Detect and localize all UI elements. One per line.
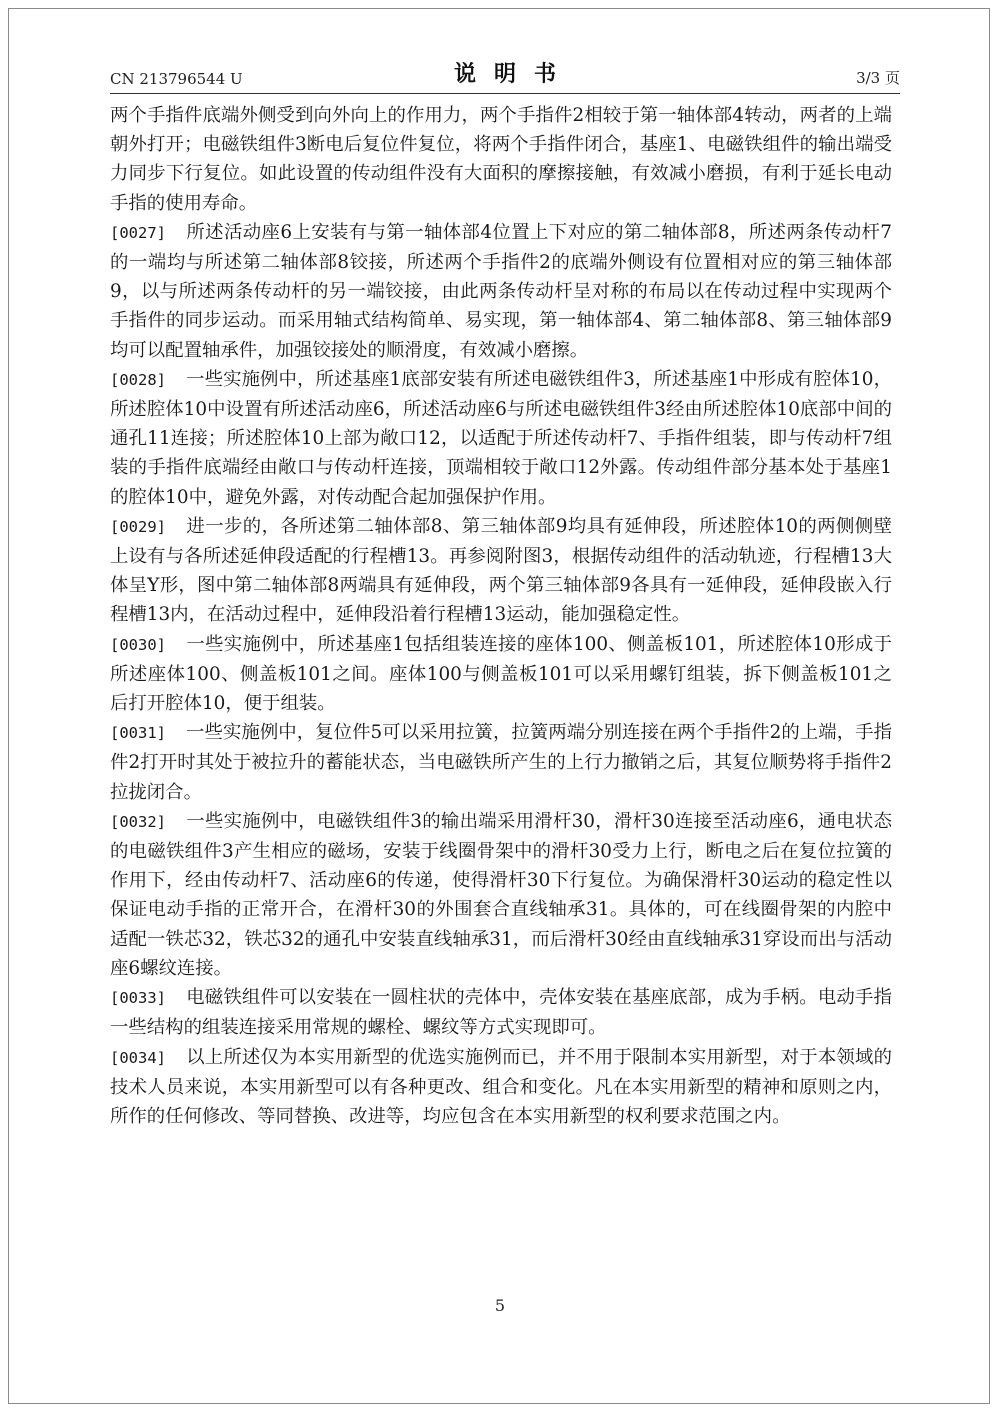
paragraph-number: [0032] (110, 812, 166, 831)
paragraph-text: 所述活动座6上安装有与第一轴体部4位置上下对应的第二轴体部8，所述两条传动杆7的一端均与所述第二轴体部8铰接，所述两个手指件2的底端外侧设有位置相对应的第三轴体部9，以与所述两条传动杆的另一端铰接，由此两条传动杆呈对称的布局以在传动过程中实现两个手指件的同步运动。而采用轴式结构简单、易实现，第一轴体部4、第二轴体部8、第三轴体部9均可以配置轴承件，加强铰接处的顺滑度，有效减小磨擦。 (110, 221, 892, 361)
paragraph-number: [0033] (110, 989, 166, 1008)
paragraph-text: 电磁铁组件可以安装在一圆柱状的壳体中，壳体安装在基座底部，成为手柄。电动手指一些结构的组装连接采用常规的螺栓、螺纹等方式实现即可。 (110, 987, 892, 1039)
paragraph-text: 一些实施例中，所述基座1包括组装连接的座体100、侧盖板101，所述腔体10形成于所述座体100、侧盖板101之间。座体100与侧盖板101可以采用螺钉组装，拆下侧盖板101之后打开腔体10，便于组装。 (110, 633, 892, 715)
intro-paragraph (110, 101, 892, 218)
paragraph-0031 (110, 718, 892, 807)
paragraph-text: 进一步的，各所述第二轴体部8、第三轴体部9均具有延伸段，所述腔体10的两侧侧壁上设有与各所述延伸段适配的行程槽13。再参阅附图3，根据传动组件的活动轨迹，行程槽13大体呈Y形，图中第二轴体部8两端具有延伸段，两个第三轴体部9各具有一延伸段，延伸段嵌入行程槽13内，在活动过程中，延伸段沿着行程槽13运动，能加强稳定性。 (110, 515, 892, 626)
paragraph-number: [0027] (110, 223, 166, 242)
paragraph-text: 两个手指件底端外侧受到向外向上的作用力，两个手指件2相较于第一轴体部4转动，两者的上端朝外打开；电磁铁组件3断电后复位件复位，将两个手指件闭合，基座1、电磁铁组件的输出端受力同步下行复位。如此设置的传动组件没有大面积的摩擦接触，有效减小磨损，有利于延长电动手指的使用寿命。 (110, 105, 892, 214)
document-body (110, 101, 892, 1131)
paragraph-0028 (110, 365, 892, 512)
paragraph-text: 一些实施例中，复位件5可以采用拉簧，拉簧两端分别连接在两个手指件2的上端，手指件2打开时其处于被拉升的蓄能状态，当电磁铁所产生的上行力撤销之后，其复位顺势将手指件2拉拢闭合。 (110, 722, 892, 803)
paragraph-number: [0028] (110, 370, 166, 389)
paragraph-0034 (110, 1043, 892, 1132)
paragraph-0029 (110, 512, 892, 630)
patent-number: CN 213796544 U (110, 70, 243, 88)
paragraph-0033 (110, 983, 892, 1042)
document-title: 说明书 (453, 62, 574, 87)
page-number: 5 (494, 1296, 506, 1315)
paragraph-number: [0030] (110, 635, 166, 654)
paragraph-0030 (110, 630, 892, 719)
paragraph-0027 (110, 218, 892, 365)
paragraph-text: 一些实施例中，电磁铁组件3的输出端采用滑杆30，滑杆30连接至活动座6，通电状态的电磁铁组件3产生相应的磁场，安装于线圈骨架中的滑杆30受力上行，断电之后在复位拉簧的作用下，经由传动杆7、活动座6的传递，使得滑杆30下行复位。为确保滑杆30运动的稳定性以保证电动手指的正常开合，在滑杆30的外围套合直线轴承31。具体的，可在线圈骨架的内腔中适配一铁芯32，铁芯32的通孔中安装直线轴承31，而后滑杆30经由直线轴承31穿设而出与活动座6螺纹连接。 (110, 810, 892, 979)
paragraph-number: [0029] (110, 517, 166, 536)
paragraph-text: 以上所述仅为本实用新型的优选实施例而已，并不用于限制本实用新型，对于本领域的技术人员来说，本实用新型可以有各种更改、组合和变化。凡在本实用新型的精神和原则之内，所作的任何修改、等同替换、改进等，均应包含在本实用新型的权利要求范围之内。 (110, 1046, 892, 1127)
header-divider (110, 93, 900, 94)
paragraph-text: 一些实施例中，所述基座1底部安装有所述电磁铁组件3，所述基座1中形成有腔体10，所述腔体10中设置有所述活动座6，所述活动座6与所述电磁铁组件3经由所述腔体10底部中间的通孔11连接；所述腔体10上部为敞口12，以适配于所述传动杆7、手指件组装，即与传动杆7组装的手指件底端经由敞口与传动杆连接，顶端相较于敞口12外露。传动组件部分基本处于基座1的腔体10中，避免外露，对传动配合起加强保护作用。 (110, 368, 892, 508)
page-header (110, 58, 900, 94)
page-indicator: 3/3 页 (856, 69, 900, 87)
paragraph-number: [0031] (110, 724, 166, 743)
paragraph-0032 (110, 807, 892, 983)
paragraph-number: [0034] (110, 1048, 166, 1067)
